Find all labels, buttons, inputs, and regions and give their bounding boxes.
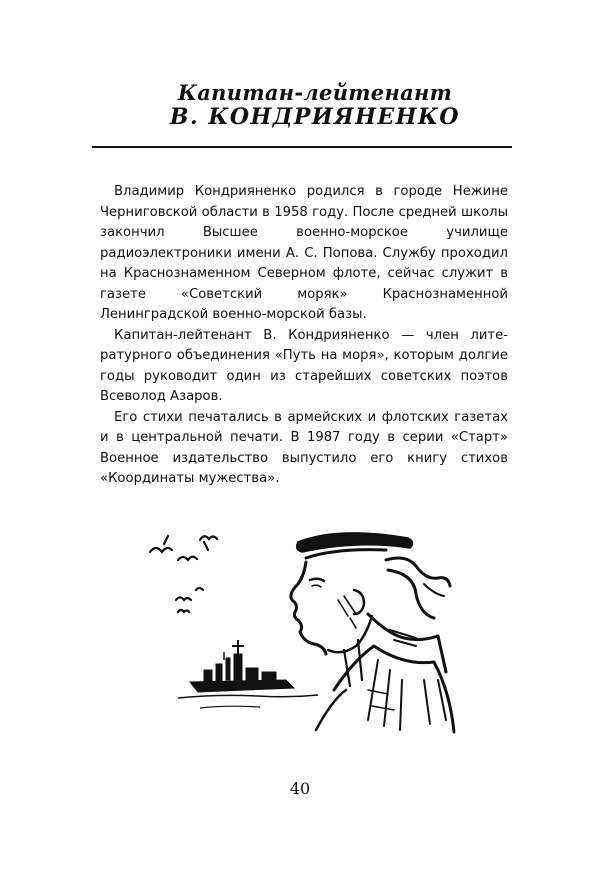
author-rank: Капитан-лейтенант bbox=[177, 80, 453, 105]
bio-paragraph-3: Его стихи печатались в армейских и флотских газетах и в центральной печати. В 1987 году в серии «Старт» Военное издательство выпустило его книгу стихов «Координаты мужества». bbox=[100, 409, 508, 486]
author-name: В. КОНДРИЯНЕНКО bbox=[169, 104, 461, 130]
gulls-drawing bbox=[150, 536, 217, 612]
author-biography bbox=[100, 182, 508, 490]
heading-divider bbox=[92, 146, 512, 148]
warship-drawing bbox=[178, 640, 318, 708]
page-number: 40 bbox=[289, 779, 311, 798]
sailor-illustration bbox=[138, 530, 478, 740]
bio-paragraph-2: Капитан-лейтенант В. Кондрияненко — член литературного объединения «Путь на моря», которым долгие годы руководит один из старейших советских поэтов Всеволод Азаров. bbox=[100, 327, 508, 404]
sailor-drawing bbox=[291, 533, 454, 732]
bio-paragraph-1: Владимир Кондрияненко родился в городе Нежине Черниговской области в 1958 году. После средней школы закончил Высшее военно-морское училище радиоэлектроники имени А. С. Попова. Службу проходил на Краснознаменном Северном флоте, сейчас служит в газете «Советский моряк» Краснознаменной Ленинградской военно-морской базы. bbox=[100, 184, 508, 322]
